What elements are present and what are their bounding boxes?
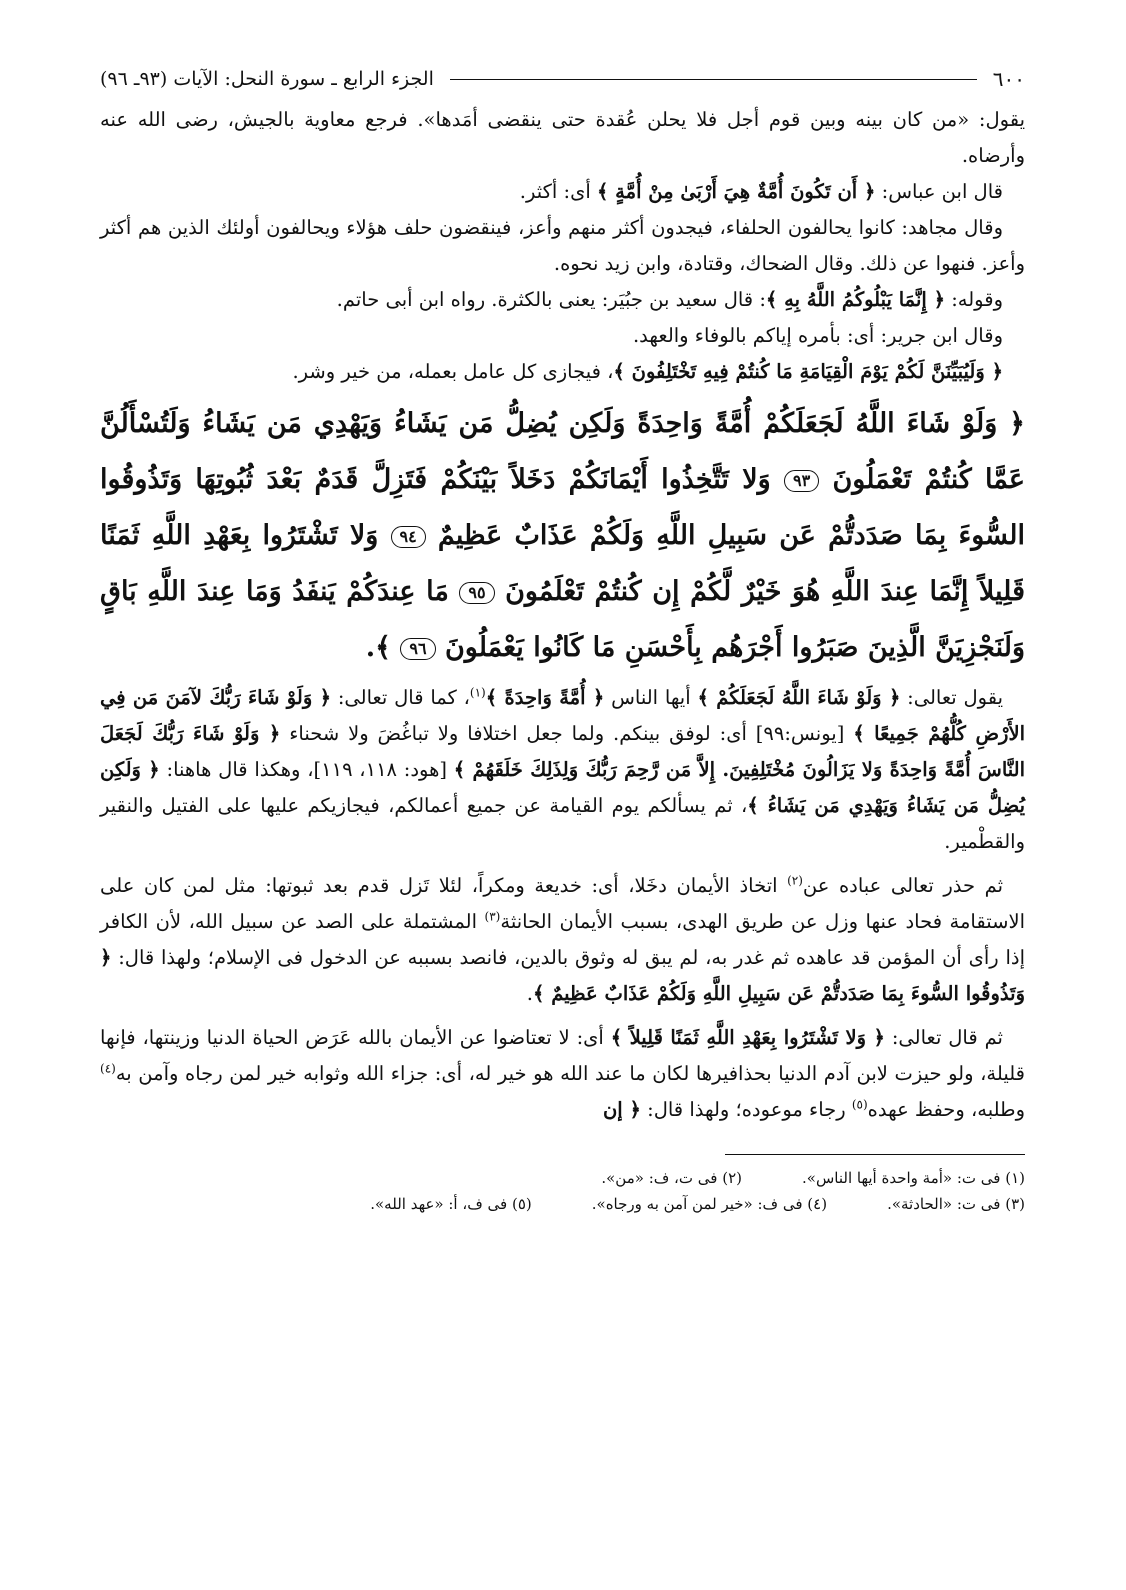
footnote-row bbox=[100, 1191, 1025, 1217]
paragraph bbox=[100, 318, 1025, 354]
quran-quote: ﴿ إن bbox=[602, 1098, 641, 1121]
paragraph-text: ، ثم يسألكم يوم القيامة عن جميع أعمالكم، فيجازيكم عليها على الفتيل والنقير والقطْمير. bbox=[100, 794, 1025, 853]
paragraph bbox=[100, 174, 1025, 210]
page-body bbox=[100, 102, 1025, 1217]
page-number: ٦٠٠ bbox=[992, 67, 1025, 91]
quran-quote: ﴿ وَلَوْ شَاءَ اللَّهُ لَجَعَلَكُمْ ﴾ bbox=[697, 686, 901, 709]
quran-quote: ﴿ وَلَوْ شَاءَ رَبُّكَ لَجَعَلَ النَّاسَ أُمَّةً وَاحِدَةً وَلا يَزَالُونَ مُخْتَلِفِينَ. إِلاَّ مَن رَّحِمَ رَبُّكَ وَلِذَلِكَ خَلَقَهُمْ ﴾ bbox=[100, 722, 1026, 781]
footnote-ref: (٥) bbox=[851, 1097, 868, 1112]
paragraph-text: : قال سعيد بن جبُيَر: يعنى بالكثرة. رواه ابن أبى حاتم. bbox=[336, 288, 766, 311]
footnote: (٢) فى ت، ف: «من». bbox=[601, 1169, 743, 1187]
paragraph-text: أيها الناس bbox=[604, 686, 698, 709]
paragraph-text: ، فيجازى كل عامل بعمله، من خير وشر. bbox=[292, 360, 614, 383]
paragraph-text: وطلبه، وحفظ عهده bbox=[867, 1098, 1025, 1121]
quran-quote: ﴿ وَلَوْ شَاءَ رَبُّكَ لآمَنَ مَن فِي الأَرْضِ كُلُّهُمْ جَمِيعًا ﴾ bbox=[100, 686, 1025, 745]
paragraph-text: [هود: ١١٨، ١١٩]، وهكذا قال هاهنا: bbox=[159, 758, 454, 781]
paragraph bbox=[100, 1020, 1025, 1128]
paragraph-text: يقول: «من كان بينه وبين قوم أجل فلا يحلن عُقدة حتى ينقضى أمَدها». فرجع معاوية بالجيش، رضى الله عنه وأرضاه. bbox=[100, 108, 1025, 167]
footnote-row bbox=[100, 1165, 1025, 1191]
paragraph-text: . bbox=[526, 982, 533, 1005]
paragraph bbox=[100, 210, 1025, 282]
paragraph bbox=[100, 868, 1025, 1012]
paragraph-text: قال ابن عباس: bbox=[875, 180, 1003, 203]
quran-quote: ﴿ إِنَّمَا يَبْلُوكُمُ اللَّهُ بِهِ ﴾ bbox=[765, 288, 946, 311]
paragraph-text: ثم حذر تعالى عباده عن bbox=[802, 874, 1003, 897]
footnote-rule bbox=[725, 1154, 1025, 1155]
ayat-text bbox=[100, 396, 1025, 676]
quran-quote: ﴿ أُمَّةً وَاحِدَةً ﴾ bbox=[485, 686, 605, 709]
ayat-block bbox=[100, 396, 1025, 676]
quran-quote: ﴿ وَتَذُوقُوا السُّوءَ بِمَا صَدَدتُّمْ عَن سَبِيلِ اللَّهِ وَلَكُمْ عَذَابٌ عَظِيمٌ ﴾ bbox=[100, 946, 1025, 1005]
paragraph-text: المشتملة على الصد عن سبيل الله، لأن الكافر إذا رأى أن المؤمن قد عاهده ثم غدر به، لم يبق له وثوق بالدين، فانصد بسببه عن الدخول فى الإسلام؛ ولهذا قال: bbox=[100, 910, 1025, 969]
paragraph bbox=[100, 680, 1025, 860]
footnote-ref: (٤) bbox=[100, 1061, 116, 1076]
ayah-number-marker: ٩٦ bbox=[400, 638, 435, 660]
ayah-number-marker: ٩٣ bbox=[784, 470, 819, 492]
footnote: (١) فى ت: «أمة واحدة أيها الناس». bbox=[802, 1169, 1025, 1187]
footnote: (٥) فى ف، أ: «عهد الله». bbox=[370, 1195, 532, 1213]
book-page bbox=[100, 60, 1025, 1217]
quran-quote: ﴿ وَلا تَشْتَرُوا بِعَهْدِ اللَّهِ ثَمَنًا قَلِيلاً ﴾ bbox=[610, 1026, 885, 1049]
paragraph-text: اتخاذ الأيمان دخَلا، أى: خديعة ومكراً، لئلا تَزل قدم بعد ثبوتها: مثل لمن كان على الاستقامة فحاد عنها وزل عن طريق الهدى، بسبب الأيمان الحانثة bbox=[100, 874, 1025, 933]
footnotes bbox=[100, 1165, 1025, 1217]
footnote-ref: (٣) bbox=[484, 909, 501, 924]
paragraph-text: أى: لا تعتاضوا عن الأيمان بالله عَرَض الحياة الدنيا وزينتها، فإنها قليلة، ولو حيزت لابن آدم الدنيا بحذافيرها لكان ما عند الله هو خير له، أى: جزاء الله وثوابه خير لمن رجاه وآمن به bbox=[100, 1026, 1025, 1085]
paragraph-text: ، كما قال تعالى: bbox=[331, 686, 470, 709]
quran-quote: ﴿ أَن تَكُونَ أُمَّةٌ هِيَ أَرْبَىٰ مِنْ أُمَّةٍ ﴾ bbox=[596, 180, 876, 203]
footnote-ref: (٢) bbox=[787, 873, 803, 888]
quran-quote: ﴿ وَلَيُبَيِّنَنَّ لَكُمْ يَوْمَ الْقِيَامَةِ مَا كُنتُمْ فِيهِ تَخْتَلِفُونَ ﴾ bbox=[613, 360, 1003, 383]
ayah-close-bracket: ﴾. bbox=[365, 632, 391, 663]
paragraph bbox=[100, 102, 1025, 174]
paragraph bbox=[100, 354, 1025, 390]
ayah-number-marker: ٩٤ bbox=[391, 526, 426, 548]
paragraph-text: وقال ابن جرير: أى: بأمره إياكم بالوفاء والعهد. bbox=[632, 324, 1003, 347]
paragraph-text: رجاء موعوده؛ ولهذا قال: bbox=[640, 1098, 852, 1121]
ayah-95: وَلا تَشْتَرُوا بِعَهْدِ اللَّهِ ثَمَنًا قَلِيلاً إِنَّمَا عِندَ اللَّهِ هُوَ خَيْرٌ لَّكُمْ إِن كُنتُمْ تَعْلَمُونَ bbox=[100, 520, 1025, 607]
ayah-number-marker: ٩٥ bbox=[459, 582, 494, 604]
ayah-96: مَا عِندَكُمْ يَنفَدُ وَمَا عِندَ اللَّهِ بَاقٍ وَلَنَجْزِيَنَّ الَّذِينَ صَبَرُوا أَجْرَهُم بِأَحْسَنِ مَا كَانُوا يَعْمَلُونَ bbox=[100, 576, 1025, 663]
paragraph-text: وقال مجاهد: كانوا يحالفون الحلفاء، فيجدون أكثر منهم وأعز، فينقضون حلف هؤلاء ويحالفون أولئك الذين هم أكثر وأعز. فنهوا عن ذلك. وقال الضحاك، وقتادة، وابن زيد نحوه. bbox=[100, 216, 1025, 275]
page-header bbox=[100, 60, 1025, 98]
paragraph-text: وقوله: bbox=[945, 288, 1003, 311]
paragraph-text: [يونس:٩٩] أى: لوفق بينكم. ولما جعل اختلافا ولا تباغُضَ ولا شحناء bbox=[280, 722, 854, 745]
ayah-94: وَلا تَتَّخِذُوا أَيْمَانَكُمْ دَخَلاً بَيْنَكُمْ فَتَزِلَّ قَدَمٌ بَعْدَ ثُبُوتِهَا وَتَذُوقُوا السُّوءَ بِمَا صَدَدتُّمْ عَن سَبِيلِ اللَّهِ وَلَكُمْ عَذَابٌ عَظِيمٌ bbox=[100, 464, 1025, 551]
footnote: (٤) فى ف: «خير لمن آمن به ورجاه». bbox=[591, 1195, 828, 1213]
quran-quote: ﴿ وَلَكِن يُضِلُّ مَن يَشَاءُ وَيَهْدِي مَن يَشَاءُ ﴾ bbox=[100, 758, 1025, 817]
ayah-93: ﴿ وَلَوْ شَاءَ اللَّهُ لَجَعَلَكُمْ أُمَّةً وَاحِدَةً وَلَكِن يُضِلُّ مَن يَشَاءُ وَيَهْدِي مَن يَشَاءُ وَلَتُسْأَلُنَّ عَمَّا كُنتُمْ تَعْمَلُونَ bbox=[100, 408, 1025, 495]
running-title: الجزء الرابع ـ سورة النحل: الآيات (٩٣ـ ٩٦) bbox=[100, 68, 434, 90]
paragraph-text: يقول تعالى: bbox=[900, 686, 1004, 709]
paragraph bbox=[100, 282, 1025, 318]
paragraph-text: ثم قال تعالى: bbox=[884, 1026, 1003, 1049]
footnote: (٣) فى ت: «الحادثة». bbox=[887, 1195, 1025, 1213]
header-rule bbox=[450, 79, 977, 80]
paragraph-text: أى: أكثر. bbox=[519, 180, 597, 203]
footnote-ref: (١) bbox=[469, 685, 486, 700]
